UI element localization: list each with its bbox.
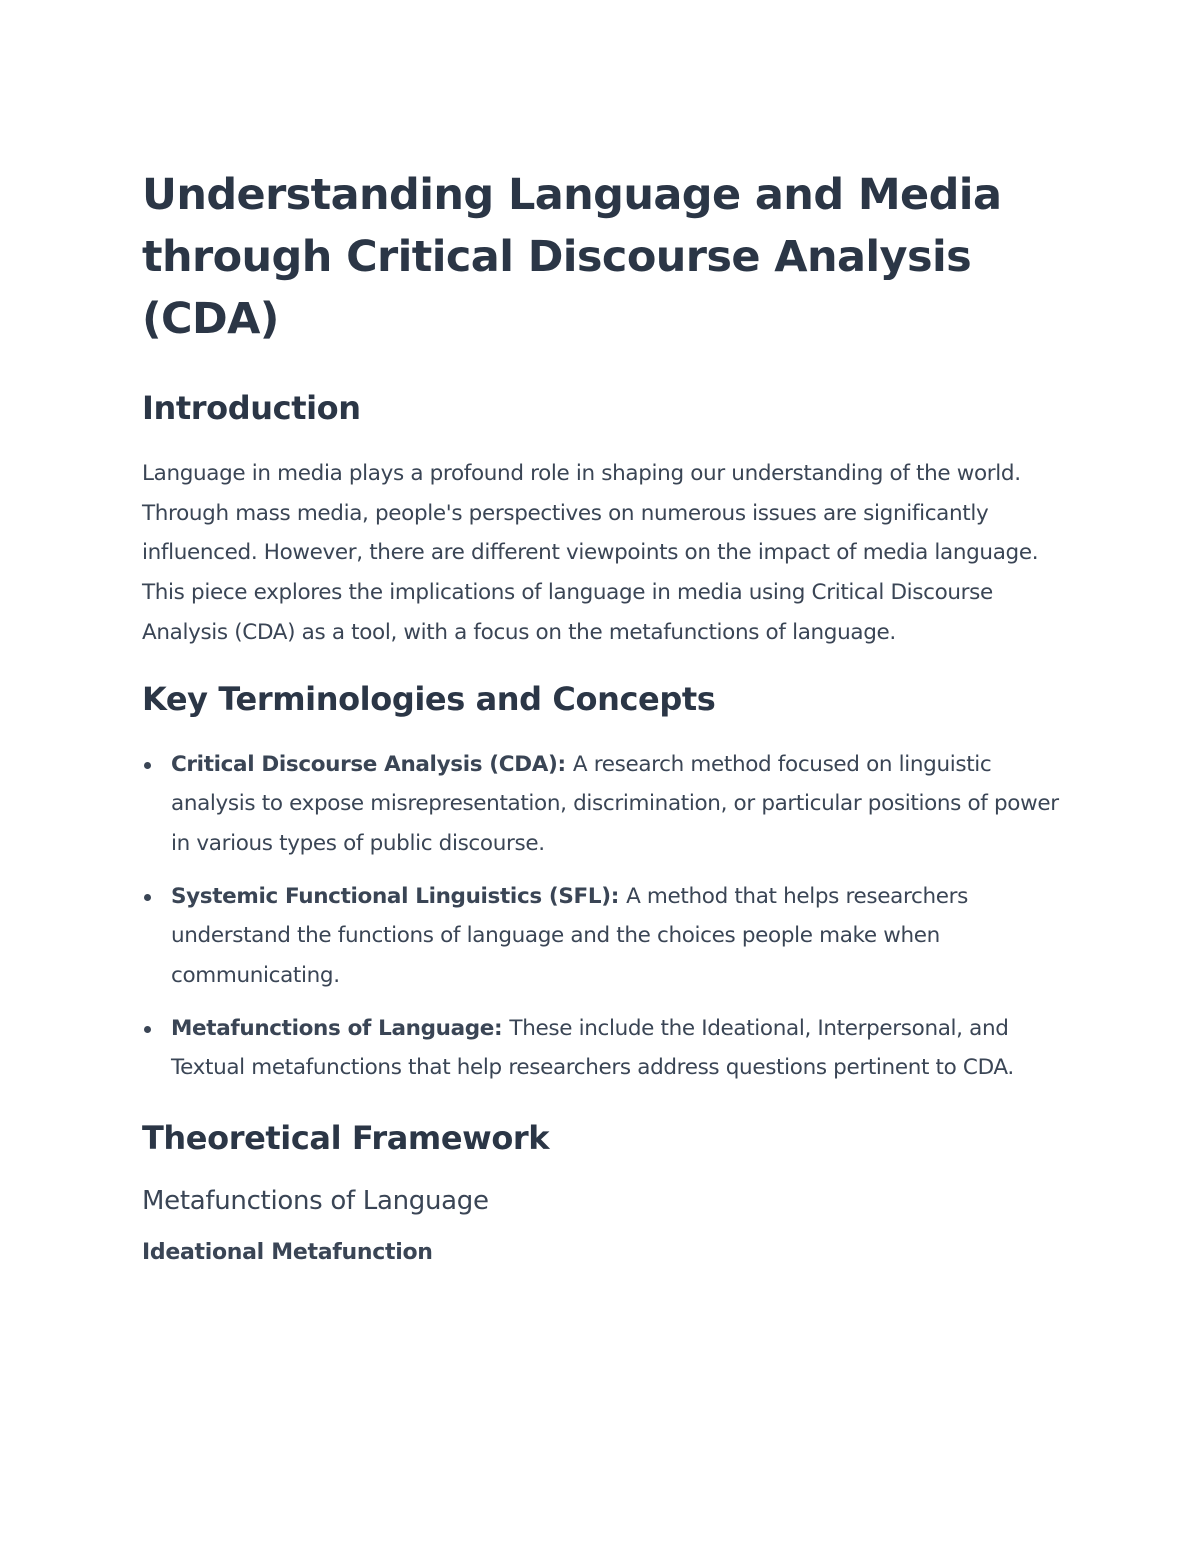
bullet-icon — [144, 894, 151, 901]
term-definition: These include the Ideational, Interpersonal, and Textual metafunctions that help researchers address questions pertinent to CDA. — [171, 1015, 1014, 1081]
term-definition: A research method focused on linguistic analysis to expose misrepresentation, discrimination, or particular positions of power in various types of public discourse. — [171, 751, 1059, 856]
metafunctions-subheading: Metafunctions of Language — [142, 1186, 489, 1217]
bullet-icon — [144, 762, 151, 769]
document-title: Understanding Language and Media through Critical Discourse Analysis (CDA) — [142, 170, 1002, 344]
term-definition: A method that helps researchers understand the functions of language and the choices people make when communicating. — [171, 883, 968, 989]
bullet-icon — [144, 1026, 151, 1033]
theoretical-framework-heading: Theoretical Framework — [142, 1119, 550, 1158]
document-page — [142, 164, 1072, 1268]
key-terms-heading: Key Terminologies and Concepts — [142, 679, 716, 718]
list-item — [142, 745, 1072, 864]
ideational-metafunction-subheading: Ideational Metafunction — [142, 1240, 433, 1266]
introduction-heading: Introduction — [142, 389, 361, 427]
term-label: Metafunctions of Language: — [171, 1015, 510, 1041]
list-item — [142, 877, 1072, 996]
term-label: Critical Discourse Analysis (CDA): — [171, 751, 573, 777]
list-item — [142, 1009, 1072, 1088]
introduction-paragraph: Language in media plays a profound role in shaping our understanding of the world. Through mass media, people's perspectives on numerous issues are significantly influenced. However, there are different viewpoints on the impact of media language. This piece explores the implications of language in media using Critical Discourse Analysis (CDA) as a tool, with a focus on the metafunctions of language. — [142, 461, 1039, 645]
key-terms-list — [142, 745, 1072, 1089]
term-label: Systemic Functional Linguistics (SFL): — [171, 883, 627, 909]
